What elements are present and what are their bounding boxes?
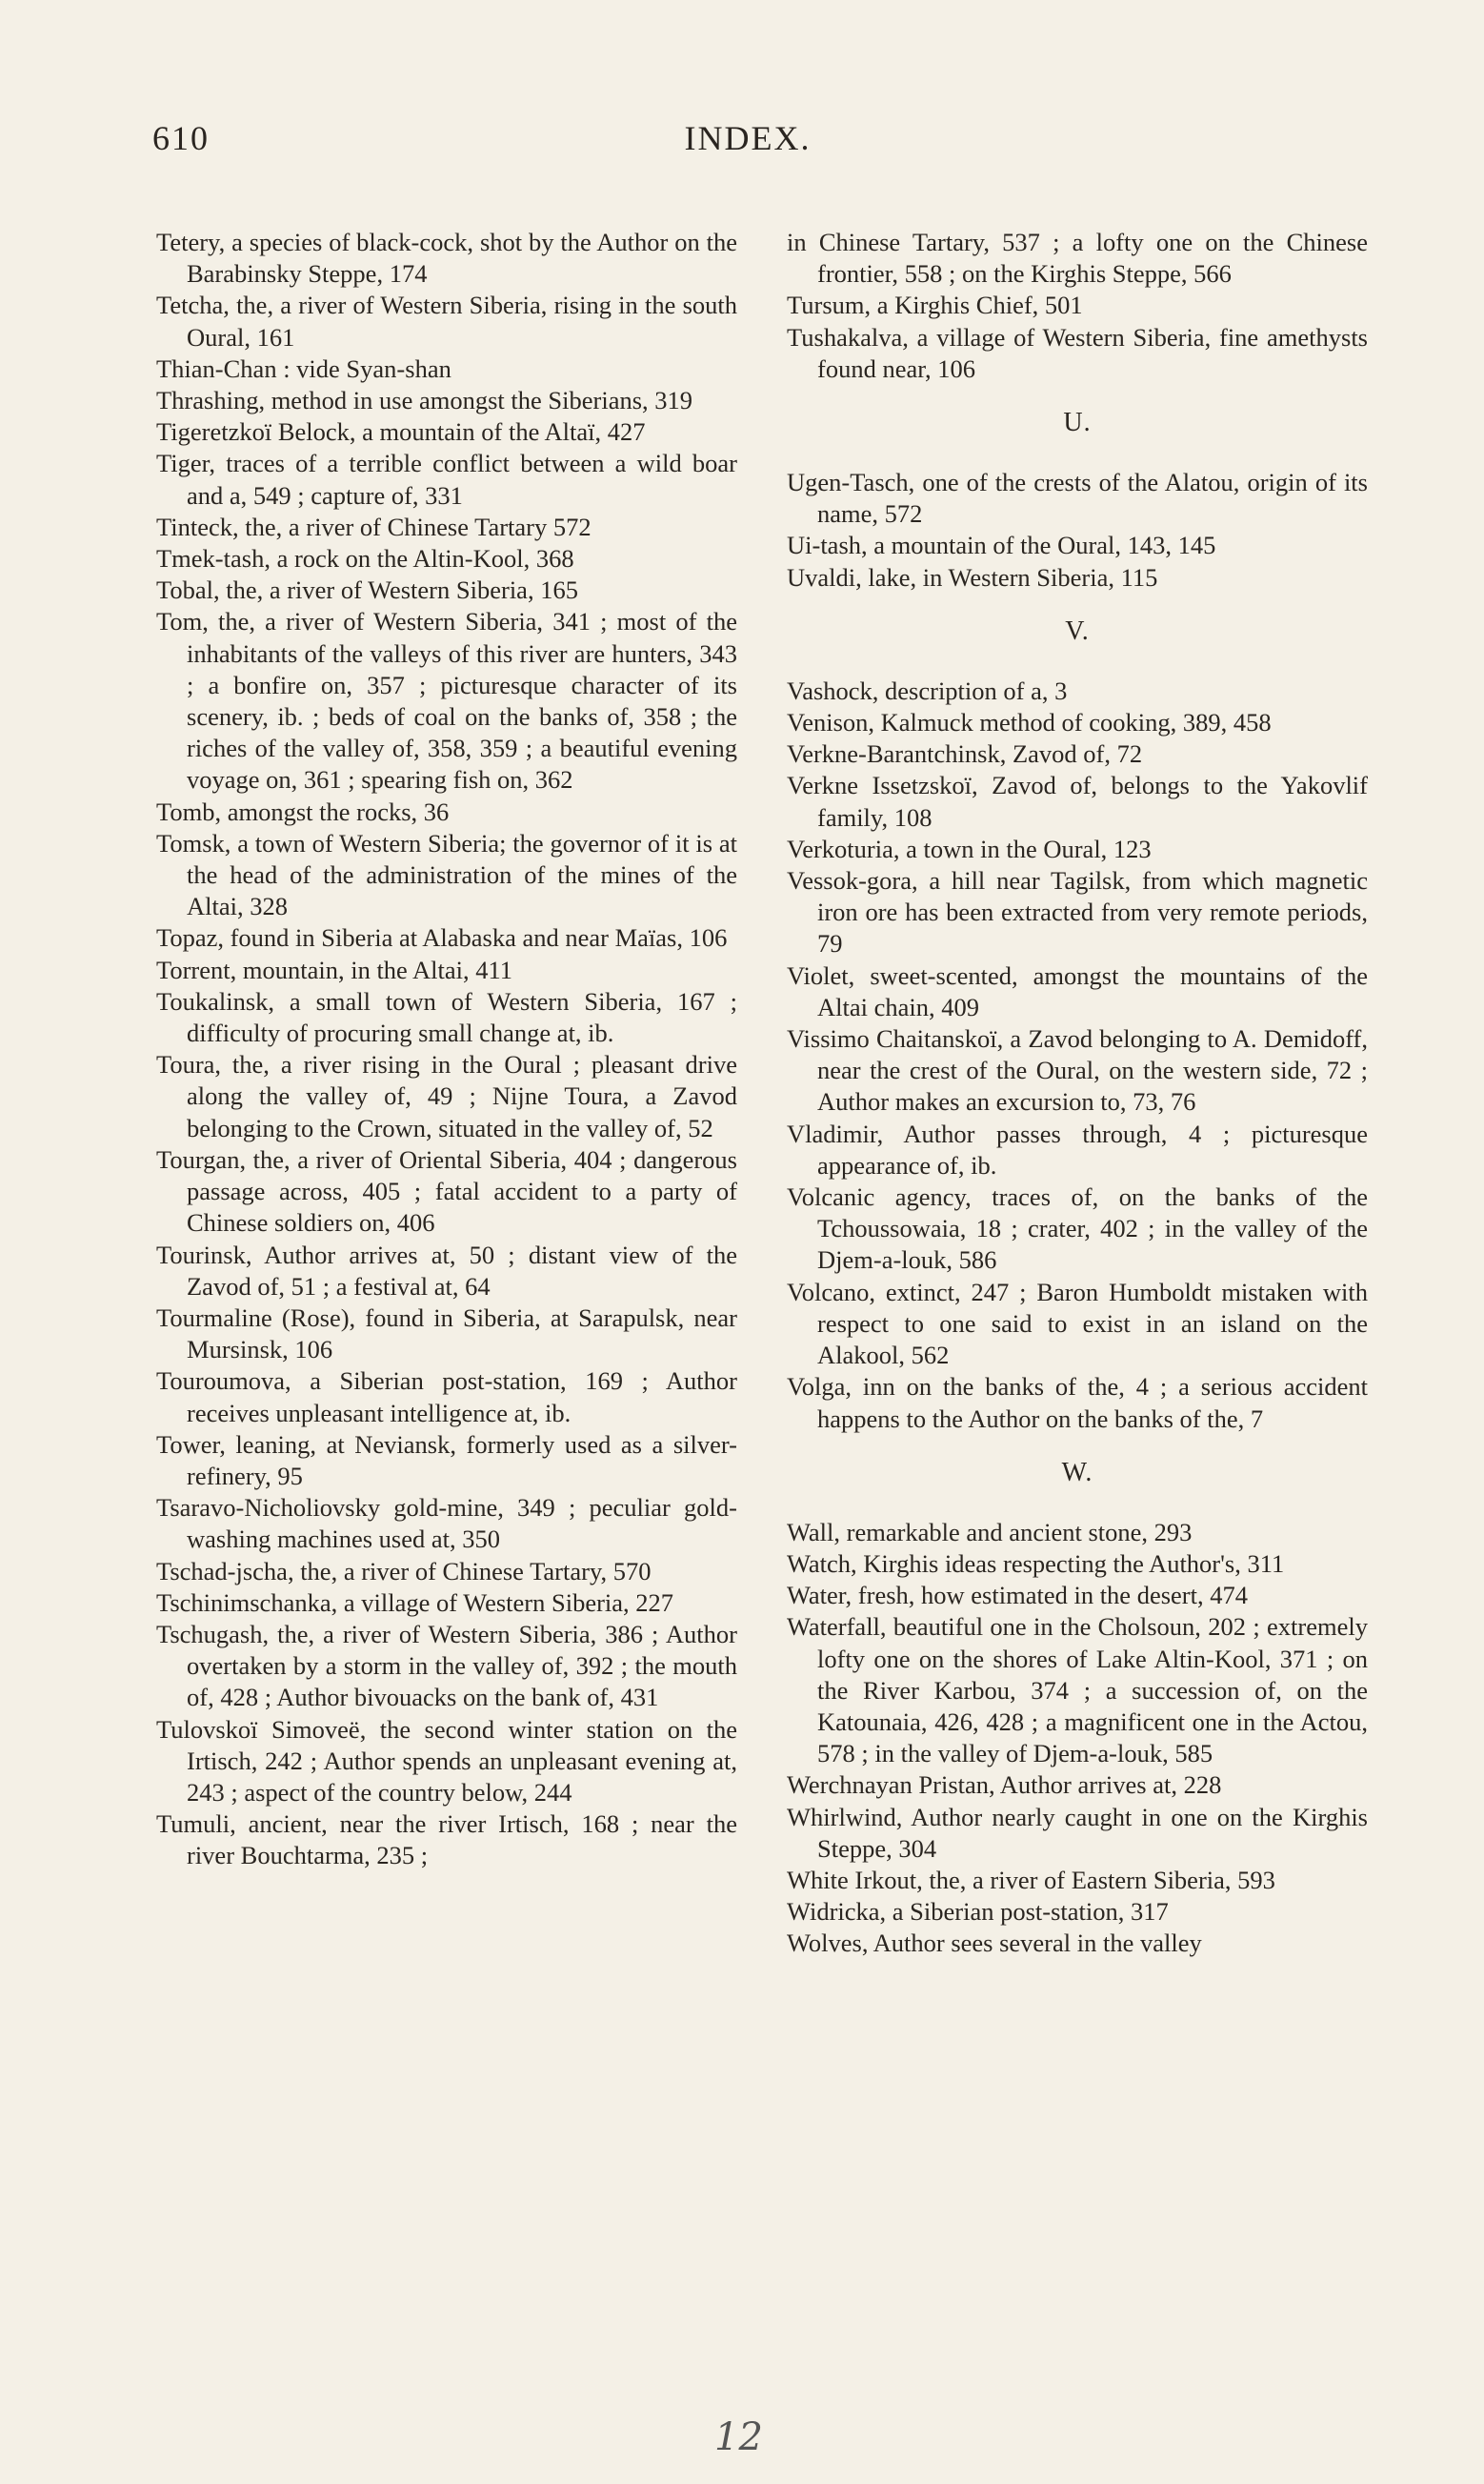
index-entry: Tmek-tash, a rock on the Altin-Kool, 368 [156,544,574,574]
index-entry: Volcano, extinct, 247 ; Baron Humboldt mistaken with respect to one said to exist in an island on the Alakool, 562 [787,1277,1368,1370]
index-entry: Volcanic agency, traces of, on the banks of the Tchoussowaia, 18 ; crater, 402 ; in the valley of the Djem-a-louk, 586 [787,1182,1368,1275]
index-entry: Toura, the, a river rising in the Oural ; pleasant drive along the valley of, 49 ; Nijne Toura, a Zavod belonging to the Crown, situated in the valley of, 52 [156,1050,737,1142]
index-entry: Volga, inn on the banks of the, 4 ; a serious accident happens to the Author on the banks of the, 7 [787,1372,1368,1433]
index-entry: Waterfall, beautiful one in the Cholsoun, 202 ; extremely lofty one on the shores of Lake Altin-Kool, 371 ; on the River Karbou, 374 ; a succession of, on the Katounaia, 426, 428 ; a magnificent one in the Actou, 578 ; in the valley of Djem-a-louk, 585 [787,1612,1368,1768]
index-entry: Verkne-Barantchinsk, Zavod of, 72 [787,739,1143,769]
section-heading-w: W. [1061,1457,1093,1487]
index-entry: Topaz, found in Siberia at Alabaska and near Maïas, 106 [156,923,728,953]
page-title: INDEX. [684,119,812,157]
index-entry: Thian-Chan : vide Syan-shan [156,353,451,383]
index-entry: Tinteck, the, a river of Chinese Tartary 572 [156,512,592,541]
index-entry: Tourinsk, Author arrives at, 50 ; distant view of the Zavod of, 51 ; a festival at, 64 [156,1240,737,1301]
index-entry: Tschad-jscha, the, a river of Chinese Tartary, 570 [156,1556,652,1585]
left-column [156,227,737,1872]
index-entry: Torrent, mountain, in the Altai, 411 [156,955,512,984]
index-entry: Wall, remarkable and ancient stone, 293 [787,1517,1193,1546]
index-entry: Tigeretzkoï Belock, a mountain of the Altaï, 427 [156,417,646,447]
index-entry: Tower, leaning, at Neviansk, formerly used as a silver-refinery, 95 [156,1429,737,1490]
index-entry: Watch, Kirghis ideas respecting the Author's, 311 [787,1548,1285,1578]
index-entry: Tschugash, the, a river of Western Siberia, 386 ; Author overtaken by a storm in the valley of, 392 ; the mouth of, 428 ; Author bivouacks on the bank of, 431 [156,1619,737,1712]
index-entry: Tourmaline (Rose), found in Siberia, at Sarapulsk, near Mursinsk, 106 [156,1303,737,1364]
index-entry: Vessok-gora, a hill near Tagilsk, from which magnetic iron ore has been extracted from very remote periods, 79 [787,866,1368,959]
index-entry: Tsaravo-Nicholiovsky gold-mine, 349 ; peculiar gold-washing machines used at, 350 [156,1493,737,1554]
right-column [787,227,1368,1960]
index-entry: Werchnayan Pristan, Author arrives at, 228 [787,1770,1222,1800]
index-entry: Tiger, traces of a terrible conflict between a wild boar and a, 549 ; capture of, 331 [156,449,737,510]
index-entry: Water, fresh, how estimated in the desert, 474 [787,1581,1248,1610]
section-heading-u: U. [1063,408,1092,438]
index-entry: Thrashing, method in use amongst the Siberians, 319 [156,386,693,415]
index-entry: Ui-tash, a mountain of the Oural, 143, 145 [787,531,1216,560]
index-entry: Wolves, Author sees several in the valley [787,1929,1202,1958]
index-entry: Touroumova, a Siberian post-station, 169 ; Author receives unpleasant intelligence at, ib. [156,1366,737,1427]
page-header [152,118,1343,166]
index-entry: Tetcha, the, a river of Western Siberia, rising in the south Oural, 161 [156,291,737,352]
index-entry: Whirlwind, Author nearly caught in one on the Kirghis Steppe, 304 [787,1802,1368,1863]
index-entry: Tetery, a species of black-cock, shot by the Author on the Barabinsky Steppe, 174 [156,228,737,289]
index-entry: Widricka, a Siberian post-station, 317 [787,1897,1169,1927]
index-entry: Tulovskoï Simoveë, the second winter station on the Irtisch, 242 ; Author spends an unpleasant evening at, 243 ; aspect of the country below, 244 [156,1714,737,1807]
index-entry: Toukalinsk, a small town of Western Siberia, 167 ; difficulty of procuring small change at, ib. [156,986,737,1048]
index-entry: White Irkout, the, a river of Eastern Siberia, 593 [787,1865,1275,1894]
section-heading-v: V. [1065,616,1090,646]
index-entry: Uvaldi, lake, in Western Siberia, 115 [787,562,1158,592]
index-entry: Venison, Kalmuck method of cooking, 389, 458 [787,708,1272,737]
index-entry: Tomb, amongst the rocks, 36 [156,797,450,826]
index-entry: Verkne Issetzskoï, Zavod of, belongs to the Yakovlif family, 108 [787,771,1368,832]
index-entry: Tom, the, a river of Western Siberia, 341 ; most of the inhabitants of the valleys of this river are hunters, 343 ; a bonfire on, 357 ; picturesque character of its scenery, ib. ; beds of coal on the banks of, 358 ; the riches of the valley of, 358, 359 ; a beautiful evening voyage on, 361 ; spearing fish on, 362 [156,607,737,795]
index-entry: Vissimo Chaitanskoï, a Zavod belonging to A. Demidoff, near the crest of the Oural, on the western side, 72 ; Author makes an excursion to, 73, 76 [787,1024,1368,1117]
page-number: 610 [152,119,210,157]
index-entry: Verkoturia, a town in the Oural, 123 [787,834,1152,863]
index-entry: Vashock, description of a, 3 [787,676,1068,705]
index-entry: Tushakalva, a village of Western Siberia, fine amethysts found near, 106 [787,322,1368,383]
index-entry: Violet, sweet-scented, amongst the mountains of the Altai chain, 409 [787,960,1368,1021]
index-entry: Vladimir, Author passes through, 4 ; picturesque appearance of, ib. [787,1119,1368,1180]
handwritten-page-mark: 12 [714,2415,763,2459]
index-entry: Tschinimschanka, a village of Western Siberia, 227 [156,1587,674,1617]
index-entry: Ugen-Tasch, one of the crests of the Alatou, origin of its name, 572 [787,468,1368,529]
index-entry: Tomsk, a town of Western Siberia; the governor of it is at the head of the administration of the mines of the Altai, 328 [156,828,737,921]
index-entry: Tobal, the, a river of Western Siberia, 165 [156,576,578,605]
index-entry: Tumuli, ancient, near the river Irtisch, 168 ; near the river Bouchtarma, 235 ; [156,1809,737,1870]
index-entry: Tourgan, the, a river of Oriental Siberia, 404 ; dangerous passage across, 405 ; fatal accident to a party of Chinese soldiers on, 406 [156,1144,737,1238]
index-entry: Tursum, a Kirghis Chief, 501 [787,291,1083,320]
index-entry: in Chinese Tartary, 537 ; a lofty one on the Chinese frontier, 558 ; on the Kirghis Steppe, 566 [787,228,1368,289]
